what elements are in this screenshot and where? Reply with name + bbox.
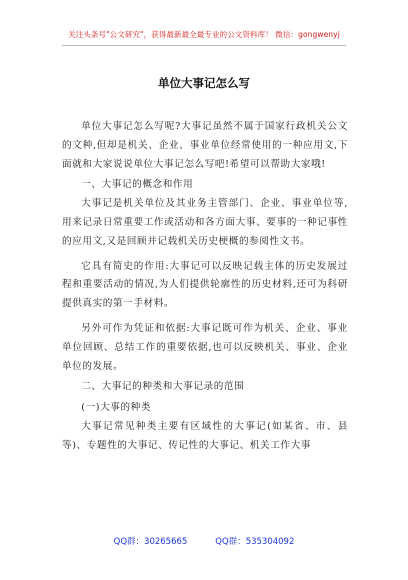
section-heading-types: 二、大事记的种类和大事记录的范围 — [81, 381, 245, 393]
document-title: 单位大事记怎么写 — [158, 76, 250, 90]
qq-group-label: QQ群： — [113, 537, 145, 547]
body-paragraph: 它具有简史的作用:大事记可以反映记载主体的历史发展过程和重要活动的情况,为人们提供轮廓性的历史材料,还可为科研提供真实的第一手材料。 — [62, 260, 348, 310]
top-banner: 关注头条号"公文研究"，获得最新最全最专业的公文资料库！ 微信：gongwenyj — [68, 30, 340, 39]
body-paragraph: 另外可作为凭证和依据:大事记既可作为机关、企业、事业单位回顾、总结工作的重要依据,也可以反映机关、事业、企业单位的发展。 — [62, 322, 348, 372]
qq-group-label-2: QQ群： — [215, 537, 246, 547]
intro-paragraph: 单位大事记怎么写呢?大事记虽然不属于国家行政机关公文的文种,但却是机关、企业、事业单位经常使用的一种应用文,下面就和大家说说单位大事记怎么写吧!希望可以帮助大家哦! — [62, 121, 348, 170]
footer-contact — [0, 535, 408, 547]
body-paragraph: 大事记常见种类主要有区域性的大事记(如某省、市、县等)、专题性的大事记、传记性的大事记、机关工作大事 — [62, 420, 348, 451]
document-body — [62, 118, 348, 456]
qq-group-number-2: 535304092 — [245, 537, 295, 547]
header-divider — [62, 45, 346, 46]
section-heading-concept: 一、大事记的概念和作用 — [81, 179, 194, 191]
subsection-heading: (一)大事的种类 — [81, 402, 152, 414]
qq-group-number-1: 30265665 — [144, 537, 188, 547]
body-paragraph: 大事记是机关单位及其业务主管部门、企业、事业单位等,用来记录日常重要工作或活动和各方面大事、要事的一种记事性的应用文,又是回顾并记载机关历史梗概的参阅性文书。 — [62, 198, 348, 247]
